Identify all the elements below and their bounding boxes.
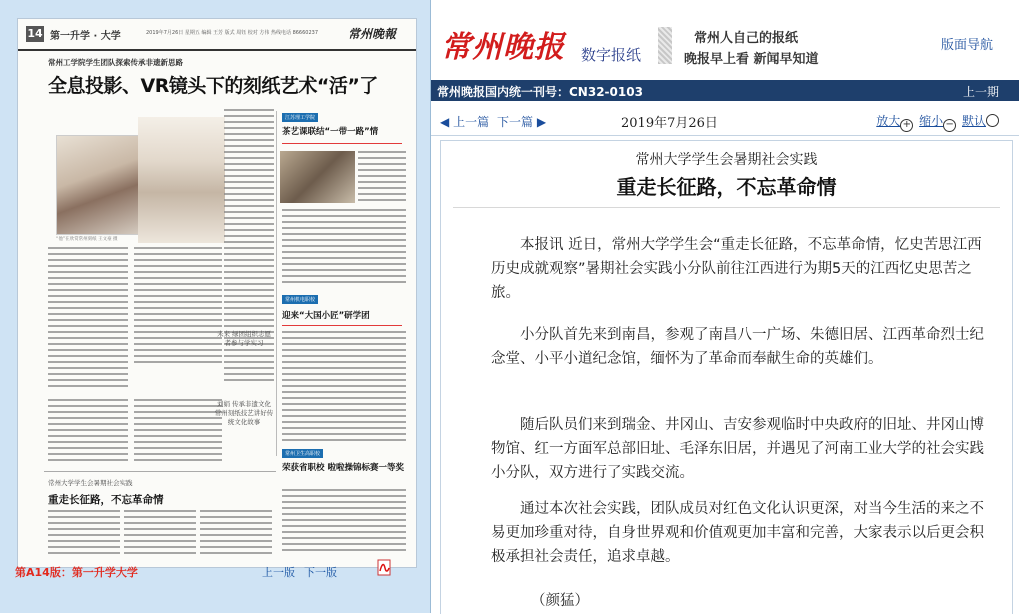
- brand-logo[interactable]: 常州晚报: [441, 30, 565, 65]
- slogan-line-2: 晚报早上看 新闻早知道: [684, 52, 819, 67]
- article-byline: （颜猛）: [531, 593, 589, 609]
- side-title-2[interactable]: 迎来“大国小匠”研学团: [282, 311, 370, 321]
- issue-title-bar: [431, 80, 1019, 101]
- lead-text-col-1b[interactable]: [48, 399, 128, 465]
- lead-subtitle[interactable]: 常州工学院学生团队探索传承非遗新思路: [48, 58, 183, 67]
- newspaper-page-pane: [0, 0, 431, 613]
- issue-registration: 常州晚报国内统一刊号：CN32-0103: [437, 85, 643, 99]
- side-tag-2: 常州机电职校: [282, 295, 318, 304]
- page-section: 第一升学 · 大学: [50, 31, 121, 42]
- side-tag-1: 江苏理工学院: [282, 113, 318, 122]
- slogan-line-1: 常州人自己的报纸: [694, 31, 799, 46]
- article-nav-bar: [431, 101, 1019, 136]
- bottom-article-subtitle: 常州大学学生会暑期社会实践: [48, 479, 133, 487]
- article-kicker: 常州大学学生会暑期社会实践: [635, 152, 818, 168]
- newspaper-page-image[interactable]: [17, 18, 417, 568]
- zoom-out-label: 缩小: [919, 114, 944, 128]
- bottom-text-col-3: [200, 510, 272, 558]
- lead-text-col-1[interactable]: [48, 247, 128, 391]
- side-text-1[interactable]: [358, 151, 406, 205]
- side-divider-1: [282, 143, 402, 144]
- brand-subtitle: 数字报纸: [581, 46, 642, 64]
- zoom-default-label: 默认: [961, 114, 986, 128]
- lead-photo[interactable]: [56, 135, 146, 235]
- zoom-default-button[interactable]: [962, 114, 999, 128]
- zoom-in-label: 放大: [876, 114, 901, 128]
- next-article-label: 下一篇: [497, 115, 534, 129]
- next-article-link[interactable]: [497, 113, 546, 130]
- side-divider-2: [282, 325, 402, 326]
- site-banner: [431, 0, 1019, 80]
- article-paragraph: 随后队员们来到瑞金、井冈山、吉安参观临时中央政府的旧址、井冈山博物馆、红一方面军总部旧址、毛泽东旧居，并遇见了河南工业大学的社会实践小分队，双方进行了实践交流。: [491, 417, 984, 481]
- zoom-in-button[interactable]: [876, 114, 915, 128]
- side-tag-3: 常州卫生高职校: [282, 449, 323, 458]
- issue-date: 2019年7月26日: [621, 116, 718, 131]
- side-photo-1[interactable]: [280, 151, 355, 203]
- paper-header: [18, 19, 416, 51]
- zoom-out-button[interactable]: [919, 114, 958, 128]
- side-text-1b[interactable]: [282, 209, 406, 287]
- bottom-article-block[interactable]: [44, 471, 276, 562]
- side-title-1[interactable]: 茶艺课联结“一带一路”情: [282, 127, 379, 137]
- column-divider: [276, 111, 277, 456]
- article-divider: [453, 207, 1000, 208]
- slogan-decoration: [658, 27, 672, 64]
- side-mini-head-2: 刘娟 传承非遗文化 常州刻纸技艺讲好传统文化故事: [214, 400, 274, 426]
- next-page-link[interactable]: 下一版: [304, 566, 337, 579]
- lead-text-col-2b[interactable]: [134, 399, 222, 465]
- minus-icon: −: [943, 119, 956, 132]
- prev-article-link[interactable]: [440, 113, 489, 130]
- layout-nav-link[interactable]: 版面导航: [940, 38, 993, 53]
- article-title: 重走长征路，不忘革命情: [616, 175, 837, 199]
- article-paragraph: 小分队首先来到南昌，参观了南昌八一广场、朱德旧居、江西革命烈士纪念堂、小平小道纪念馆，缅怀为了革命而奉献生命的英雄们。: [491, 327, 984, 367]
- article-content: [440, 140, 1013, 614]
- paper-logo: 常州晚報: [347, 27, 396, 41]
- plus-icon: +: [900, 119, 913, 132]
- side-text-3[interactable]: [282, 489, 406, 555]
- prev-page-link[interactable]: 上一版: [262, 566, 295, 579]
- side-text-2[interactable]: [282, 331, 406, 445]
- side-title-3[interactable]: 荣获省职校 啦啦操锦标赛一等奖: [282, 463, 404, 473]
- article-paragraph: 本报讯 近日，常州大学学生会“重走长征路，不忘革命情，忆史苦思江西历史成就观察”暑期社会实践小分队前往江西进行为期5天的江西忆史思苦之旅。: [491, 237, 982, 301]
- bottom-text-col-1: [48, 510, 120, 558]
- lead-headline[interactable]: 全息投影、VR镜头下的刻纸艺术“活”了: [48, 75, 378, 97]
- circle-icon: [986, 114, 999, 127]
- page-label: 第A14版：第一升学大学: [15, 566, 138, 579]
- zoom-controls: [876, 112, 999, 132]
- page-number: 14: [27, 27, 43, 40]
- bottom-text-col-2: [124, 510, 196, 558]
- arrow-left-icon: ◀: [440, 115, 450, 129]
- arrow-right-icon: ▶: [536, 115, 547, 129]
- photo-caption: “他”在欣赏常州刻纸 王文豪 摄: [56, 237, 118, 242]
- lead-photo-hall[interactable]: [138, 117, 225, 243]
- lead-text-col-2[interactable]: [134, 247, 222, 367]
- side-mini-head: 未来 绿团组织志愿者参与学实习: [216, 330, 272, 347]
- bottom-article-headline: 重走长征路，不忘革命情: [48, 494, 164, 506]
- article-paragraph: 通过本次社会实践，团队成员对红色文化认识更深，对当今生活的来之不易更加珍重对待，自身世界观和价值观更加丰富和完善，大家表示以后更会积极承担社会责任，追求卓越。: [491, 501, 984, 565]
- prev-article-label: 上一篇: [453, 115, 490, 129]
- pdf-download-icon[interactable]: [377, 559, 392, 576]
- page-meta: 2019年7月26日 星期五 编辑 王芳 版式 周钰 校对 方伟 热线电话 86660237: [146, 30, 319, 36]
- prev-issue-link[interactable]: 上一期: [962, 85, 999, 99]
